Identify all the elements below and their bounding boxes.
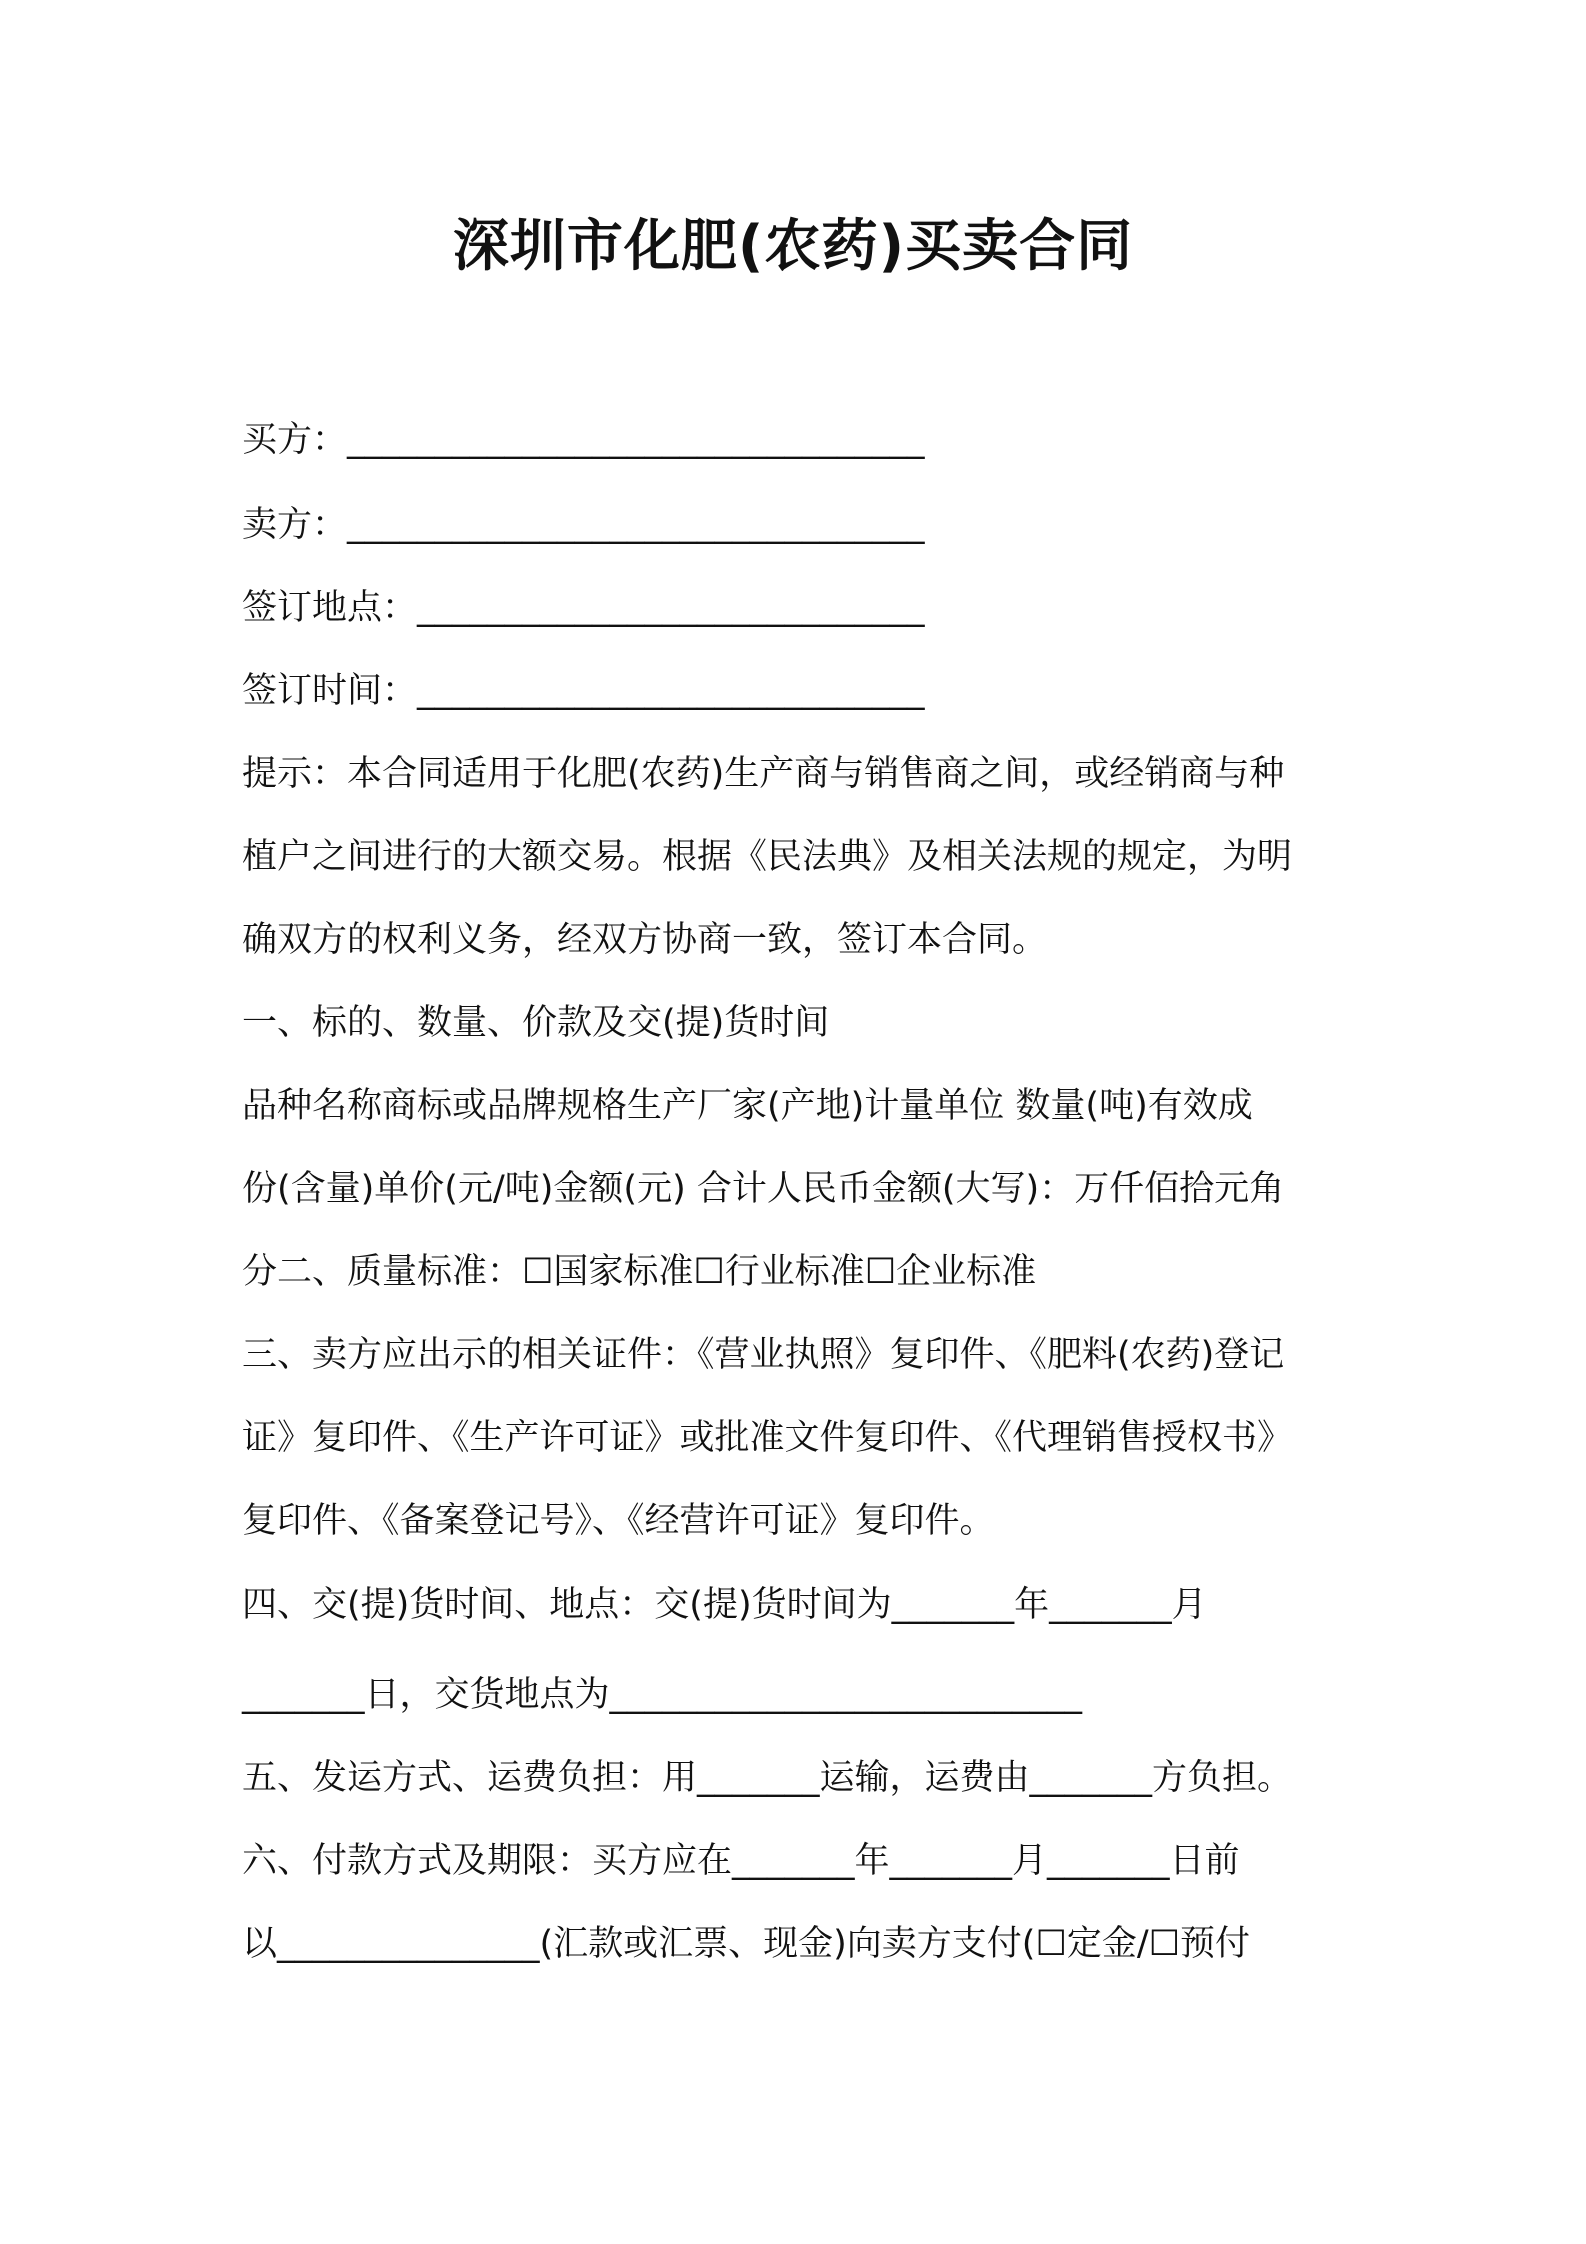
section-4-line-1: 四、交(提)货时间、地点：交(提)货时间为_______年_______月 <box>242 1585 1207 1625</box>
section-1-heading: 一、标的、数量、价款及交(提)货时间 <box>242 1003 830 1043</box>
notice-line-1: 提示：本合同适用于化肥(农药)生产商与销售商之间，或经销商与种 <box>242 754 1285 794</box>
section-1-line-2: 份(含量)单价(元/吨)金额(元) 合计人民币金额(大写)：万仟佰拾元角 <box>242 1169 1285 1209</box>
buyer-line: 买方：_________________________________ <box>242 420 925 460</box>
section-4-line-2: _______日，交货地点为___________________________ <box>242 1675 1083 1715</box>
section-3-line-3: 复印件、《备案登记号》、《经营许可证》复印件。 <box>242 1501 995 1541</box>
section-2-line: 分二、质量标准：☐国家标准☐行业标准☐企业标准 <box>242 1252 1037 1292</box>
notice-line-2: 植户之间进行的大额交易。根据《民法典》及相关法规的规定，为明 <box>242 837 1293 877</box>
section-1-line-1: 品种名称商标或品牌规格生产厂家(产地)计量单位 数量(吨)有效成 <box>242 1086 1253 1126</box>
section-6-line-1: 六、付款方式及期限：买方应在_______年_______月_______日前 <box>242 1841 1240 1881</box>
seller-line: 卖方：_________________________________ <box>242 505 925 545</box>
signing-place-line: 签订地点：_____________________________ <box>242 588 925 628</box>
section-6-line-2: 以_______________(汇款或汇票、现金)向卖方支付(☐定金/☐预付 <box>242 1924 1251 1964</box>
section-5-line: 五、发运方式、运费负担：用_______运输，运费由_______方负担。 <box>242 1758 1293 1798</box>
notice-line-3: 确双方的权利义务，经双方协商一致，签订本合同。 <box>242 920 1048 960</box>
section-3-line-2: 证》复印件、《生产许可证》或批准文件复印件、《代理销售授权书》 <box>242 1418 1293 1458</box>
document-title: 深圳市化肥(农药)买卖合同 <box>452 214 1134 279</box>
section-3-line-1: 三、卖方应出示的相关证件：《营业执照》复印件、《肥料(农药)登记 <box>242 1335 1285 1375</box>
signing-time-line: 签订时间：_____________________________ <box>242 671 925 711</box>
